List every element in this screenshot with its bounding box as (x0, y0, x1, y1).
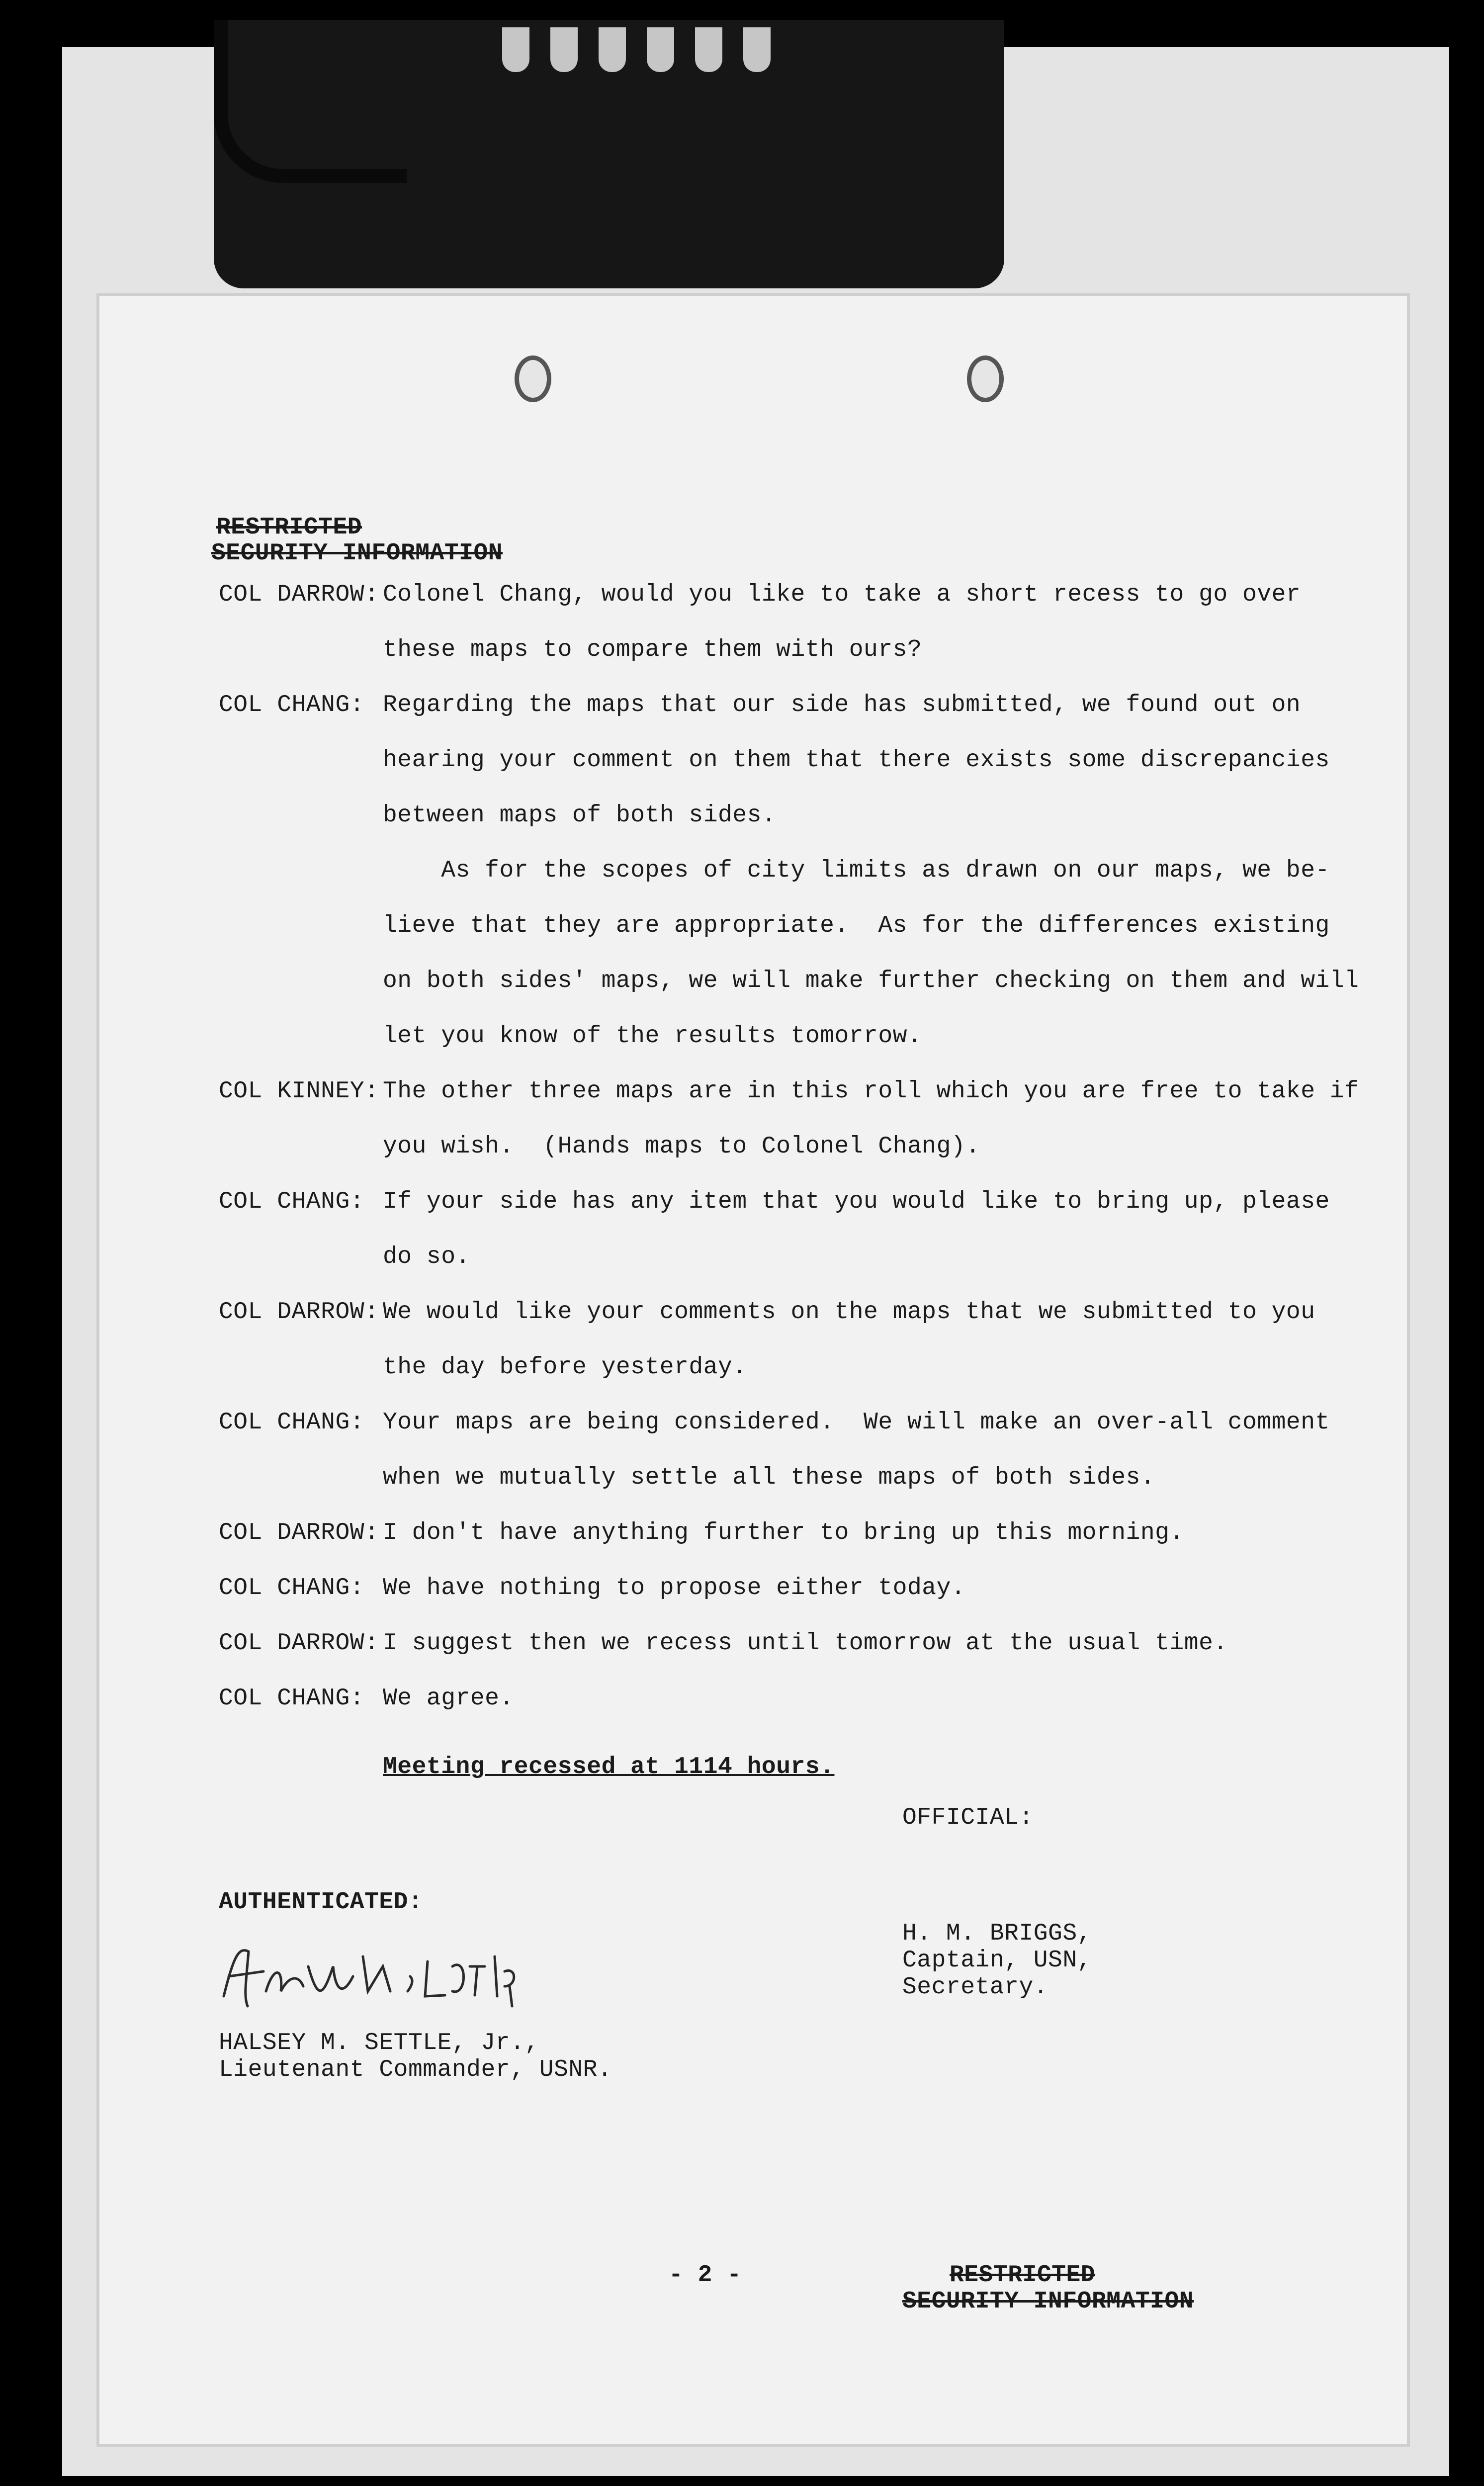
speaker-label: COL CHANG: (219, 692, 365, 718)
page-number: - 2 - (669, 2262, 742, 2289)
speaker-label: COL DARROW: (219, 1299, 379, 1326)
footer-marking-restricted: RESTRICTED (950, 2262, 1096, 2289)
transcript-line: We have nothing to propose either today. (383, 1575, 966, 1601)
transcript-line: between maps of both sides. (383, 802, 777, 829)
speaker-label: COL CHANG: (219, 1409, 365, 1436)
handwritten-signature (219, 1937, 527, 2011)
authenticated-rank: Lieutenant Commander, USNR. (219, 2056, 612, 2083)
header-marking-security: SECURITY INFORMATION (211, 540, 503, 567)
closing-note: Meeting recessed at 1114 hours. (383, 1754, 835, 1780)
transcript-line: these maps to compare them with ours? (383, 636, 922, 663)
transcript-line: when we mutually settle all these maps of both sides. (383, 1464, 1155, 1491)
speaker-label: COL DARROW: (219, 1519, 379, 1546)
speaker-label: COL DARROW: (219, 581, 379, 608)
official-name: H. M. BRIGGS, (902, 1920, 1092, 1947)
transcript-line: Your maps are being considered. We will make an over-all comment (383, 1409, 1330, 1436)
speaker-label: COL CHANG: (219, 1575, 365, 1601)
transcript-line: I suggest then we recess until tomorrow at the usual time. (383, 1630, 1228, 1657)
transcript-line: Colonel Chang, would you like to take a short recess to go over (383, 581, 1301, 608)
authenticated-name: HALSEY M. SETTLE, Jr., (219, 2030, 539, 2056)
speaker-label: COL CHANG: (219, 1685, 365, 1712)
transcript-line: the day before yesterday. (383, 1354, 747, 1381)
document-page (99, 296, 1407, 2444)
binder-clip-wire (214, 20, 407, 183)
authenticated-label: AUTHENTICATED: (219, 1889, 423, 1916)
transcript-line: on both sides' maps, we will make further checking on them and will (383, 968, 1359, 994)
transcript-line: We would like your comments on the maps that we submitted to you (383, 1299, 1315, 1326)
header-marking-restricted: RESTRICTED (216, 514, 362, 541)
transcript-line: I don't have anything further to bring up this morning. (383, 1519, 1184, 1546)
transcript-line: We agree. (383, 1685, 514, 1712)
official-label: OFFICIAL: (902, 1804, 1034, 1831)
footer-marking-security: SECURITY INFORMATION (902, 2288, 1194, 2315)
transcript-line: Regarding the maps that our side has submitted, we found out on (383, 692, 1301, 718)
transcript-line: lieve that they are appropriate. As for the differences existing (383, 912, 1330, 939)
transcript-line: As for the scopes of city limits as drawn on our maps, we be- (383, 857, 1330, 884)
speaker-label: COL DARROW: (219, 1630, 379, 1657)
transcript-line: The other three maps are in this roll which you are free to take if (383, 1078, 1359, 1105)
transcript-line: let you know of the results tomorrow. (383, 1023, 922, 1050)
transcript-line: If your side has any item that you would like to bring up, please (383, 1188, 1330, 1215)
binder-clip-teeth (502, 27, 771, 72)
transcript-line: do so. (383, 1243, 470, 1270)
punch-hole-right (967, 355, 1004, 402)
transcript-line: you wish. (Hands maps to Colonel Chang). (383, 1133, 980, 1160)
official-rank: Captain, USN, (902, 1947, 1092, 1974)
speaker-label: COL KINNEY: (219, 1078, 379, 1105)
official-title: Secretary. (902, 1974, 1048, 2001)
transcript-line: hearing your comment on them that there exists some discrepancies (383, 747, 1330, 774)
speaker-label: COL CHANG: (219, 1188, 365, 1215)
punch-hole-left (515, 355, 551, 402)
